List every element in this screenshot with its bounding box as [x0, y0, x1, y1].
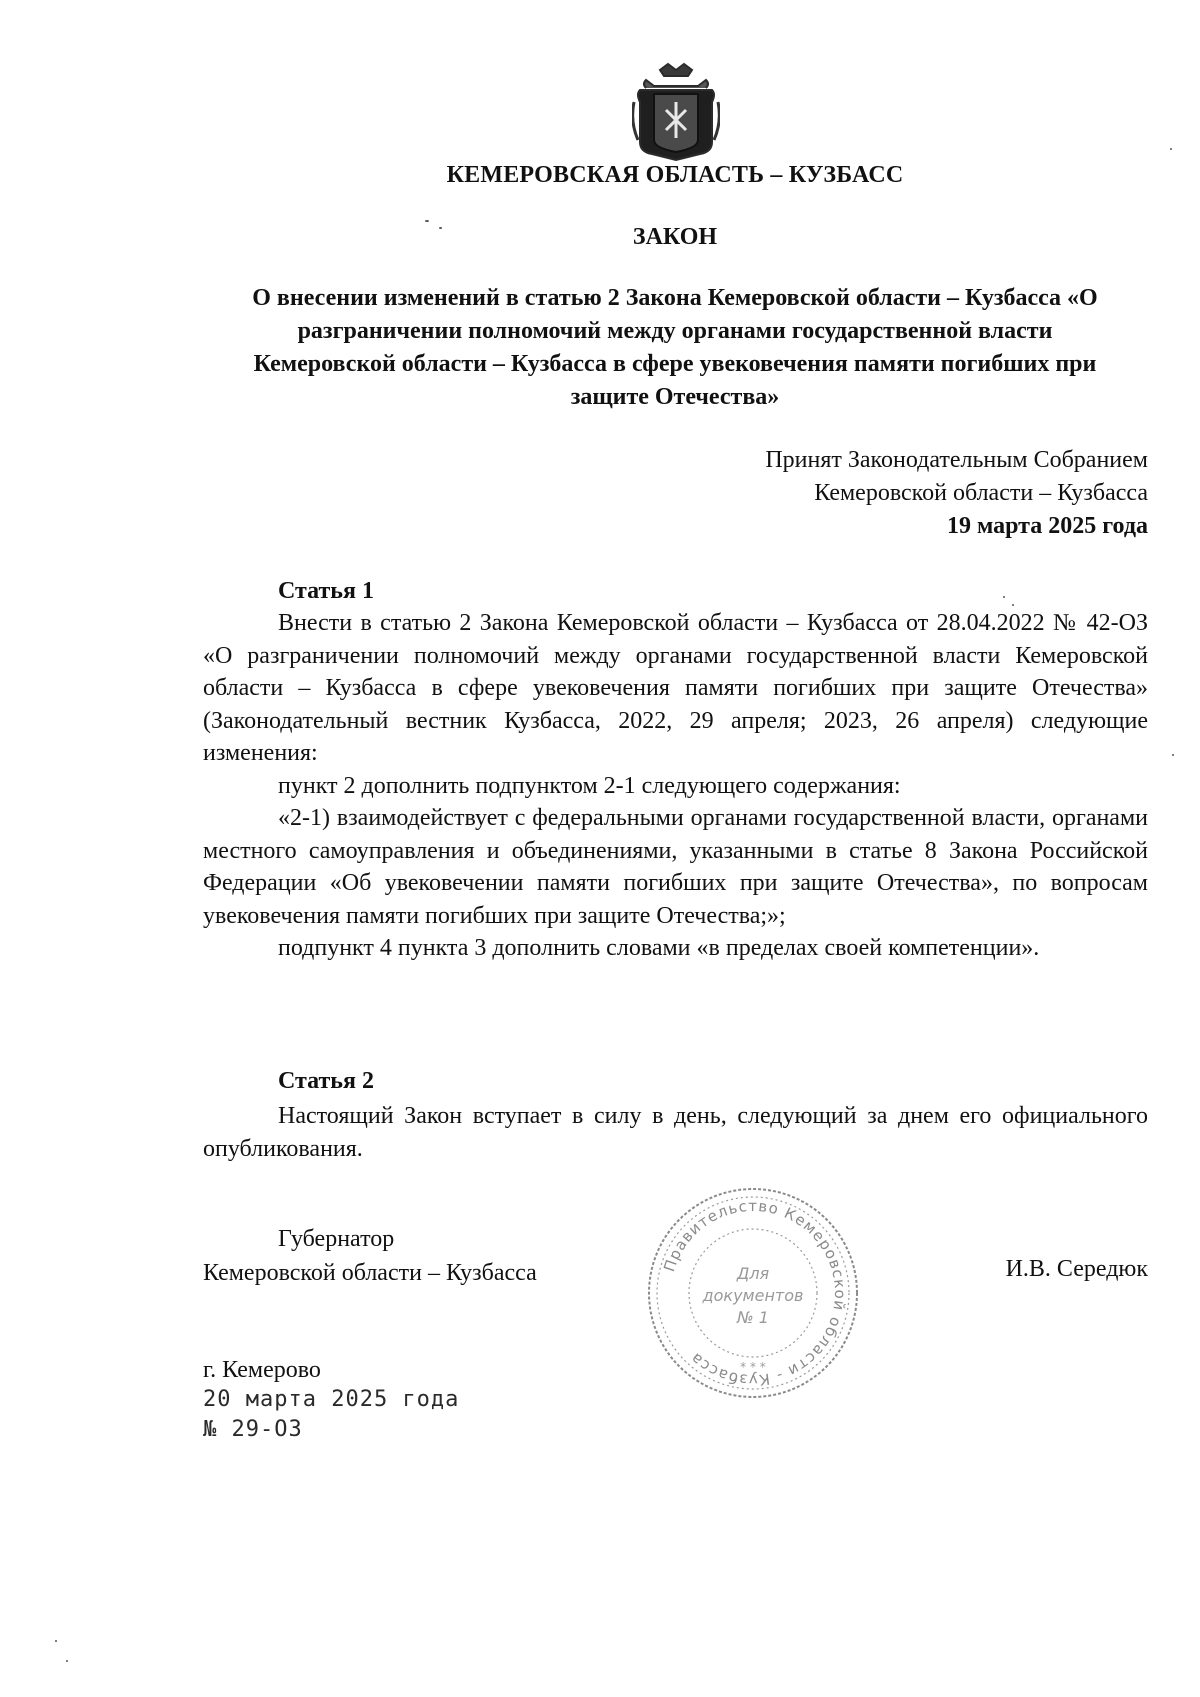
seal-stars: * * *	[740, 1360, 766, 1374]
signing-details	[203, 1355, 459, 1445]
scan-speck	[1170, 148, 1172, 150]
article-1-heading: Статья 1	[278, 578, 374, 604]
scan-speck	[1012, 604, 1014, 606]
scan-speck	[66, 1660, 68, 1662]
adoption-line: Кемеровской области – Кузбасса	[814, 480, 1148, 506]
article-paragraph: Настоящий Закон вступает в силу в день, следующий за днем его официального опубликования.	[203, 1103, 1148, 1162]
adoption-line: Принят Законодательным Собранием	[765, 447, 1148, 473]
official-seal	[643, 1183, 863, 1403]
document-type: ЗАКОН	[632, 224, 718, 250]
signer-position	[203, 1222, 537, 1290]
signing-date: 20 марта 2025 года	[203, 1387, 460, 1412]
article-2-body	[203, 1100, 1148, 1165]
article-paragraph: подпункт 4 пункта 3 дополнить словами «в пределах своей компетенции».	[278, 935, 1040, 961]
article-2-heading: Статья 2	[278, 1068, 374, 1094]
signer-position-line: Кемеровской области – Кузбасса	[203, 1260, 537, 1286]
seal-center-line: № 1	[737, 1308, 769, 1327]
adoption-block	[600, 444, 1148, 543]
scan-speck	[1003, 596, 1005, 598]
article-paragraph: Внести в статью 2 Закона Кемеровской области – Кузбасса от 28.04.2022 № 42-ОЗ «О разграничении полномочий между органами государственной власти Кемеровской области – Кузбасса в сфере увековечения памяти погибших при защите Отечества» (Законодательный вестник Кузбасса, 2022, 29 апреля; 2023, 26 апреля) следующие изменения:	[203, 610, 1148, 766]
coat-of-arms-icon	[632, 62, 720, 162]
signing-city: г. Кемерово	[203, 1357, 321, 1383]
seal-center-line: Для	[736, 1264, 770, 1283]
region-title: КЕМЕРОВСКАЯ ОБЛАСТЬ – КУЗБАСС	[446, 162, 904, 188]
article-paragraph: пункт 2 дополнить подпунктом 2-1 следующего содержания:	[278, 772, 901, 799]
scan-speck	[55, 1640, 57, 1642]
article-1-body	[203, 607, 1148, 965]
signer-position-line: Губернатор	[278, 1226, 395, 1252]
scan-speck	[439, 227, 442, 229]
scan-speck	[425, 220, 429, 222]
law-number: № 29-ОЗ	[203, 1417, 303, 1442]
adoption-date: 19 марта 2025 года	[946, 513, 1148, 539]
article-paragraph: «2-1) взаимодействует с федеральными органами государственной власти, органами местного самоуправления и объединениями, указанными в статье 8 Закона Российской Федерации «Об увековечении памяти погибших при защите Отечества», по вопросам увековечения памяти погибших при защите Отечества;»;	[203, 805, 1148, 929]
scan-speck	[1172, 754, 1174, 756]
signer-name: И.В. Середюк	[1005, 1256, 1148, 1282]
seal-ring-text: Правительство Кемеровской области - Кузбасса	[660, 1196, 850, 1390]
law-title: О внесении изменений в статью 2 Закона Кемеровской области – Кузбасса «О разграничении полномочий между органами государственной власти Кемеровской области – Кузбасса в сфере увековечения памяти погибших при защите Отечества»	[252, 285, 1098, 410]
seal-center-line: документов	[702, 1286, 804, 1305]
